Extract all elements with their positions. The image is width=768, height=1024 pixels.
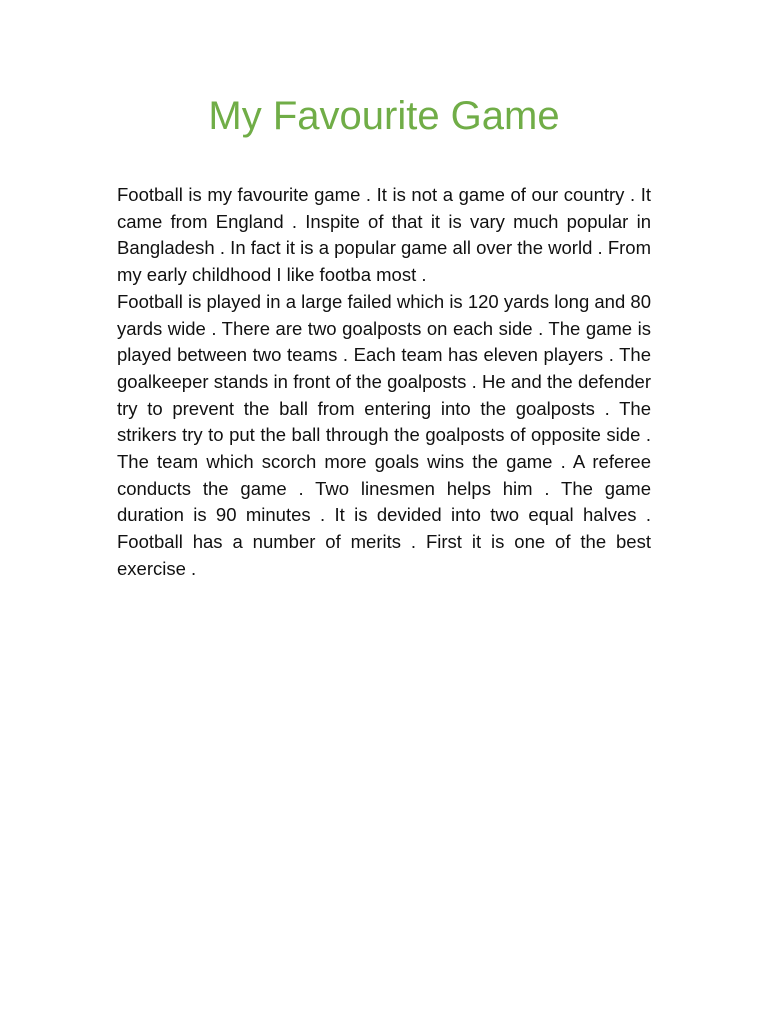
paragraph-2: Football is played in a large failed which is 120 yards long and 80 yards wide . There are two goalposts on each side . The game is played between two teams . Each team has eleven players . The goalkeeper stands in front of the goalposts . He and the defender try to prevent the ball from entering into the goalposts . The strikers try to put the ball through the goalposts of opposite side . The team which scorch more goals wins the game . A referee conducts the game . Two linesmen helps him . The game duration is 90 minutes . It is devided into two equal halves . Football has a number of merits . First it is one of the best exercise . xyxy=(117,290,651,579)
body-text xyxy=(117,182,651,583)
paragraph-1: Football is my favourite game . It is not a game of our country . It came from England . Inspite of that it is vary much popular in Bangladesh . In fact it is a popular game all over the world . From my early childhood I like footba most . xyxy=(117,184,651,286)
page-title: My Favourite Game xyxy=(208,94,560,138)
